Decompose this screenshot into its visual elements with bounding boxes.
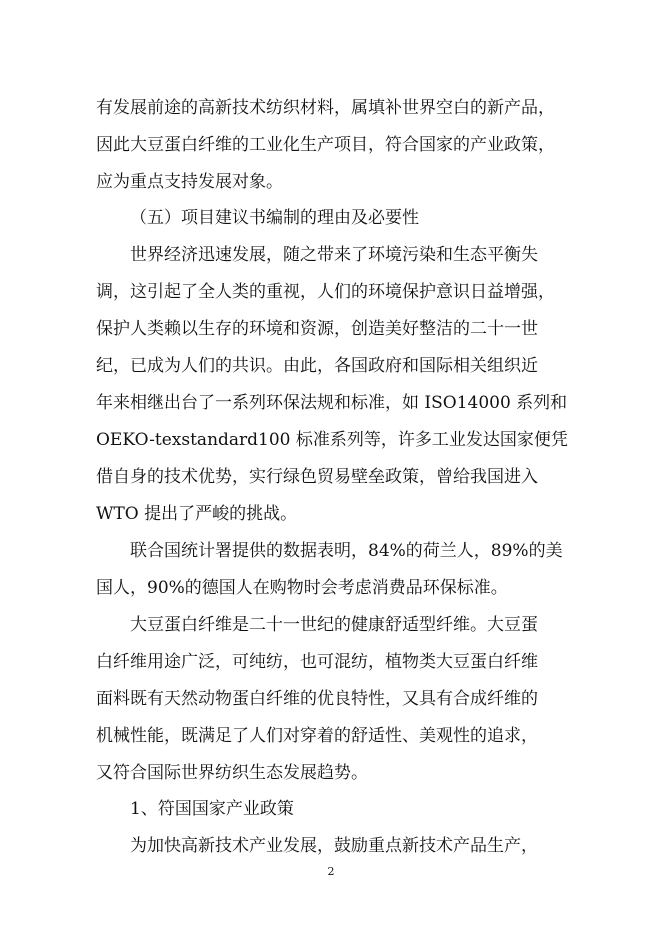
text-line: 机械性能，既满足了人们对穿着的舒适性、美观性的追求， [96,726,538,746]
text-line: 因此大豆蛋白纤维的工业化生产项目，符合国家的产业政策， [96,135,555,155]
text-line: 又符合国际世界纺织生态发展趋势。 [96,763,368,783]
text-line: 大豆蛋白纤维是二十一世纪的健康舒适型纤维。大豆蛋 [130,615,538,635]
text-line: 联合国统计署提供的数据表明，84%的荷兰人，89%的美 [130,541,563,561]
text-line: 有发展前途的高新技术纺织材料，属填补世界空白的新产品， [96,98,555,118]
text-line: 年来相继出台了一系列环保法规和标准，如 ISO14000 系列和 [96,393,568,413]
text-line: 纪，已成为人们的共识。由此，各国政府和国际相关组织近 [96,356,538,376]
text-line: 应为重点支持发展对象。 [96,172,283,192]
section-heading: （五）项目建议书编制的理由及必要性 [130,208,419,228]
text-line: 调，这引起了全人类的重视，人们的环境保护意识日益增强， [96,282,555,302]
text-line: 世界经济迅速发展，随之带来了环境污染和生态平衡失 [130,245,538,265]
text-line: OEKO-texstandard100 标准系列等，许多工业发达国家便凭 [96,430,568,450]
text-line: 国人，90%的德国人在购物时会考虑消费品环保标准。 [96,578,508,598]
text-line: 保护人类赖以生存的环境和资源，创造美好整洁的二十一世 [96,319,538,339]
text-line: 为加快高新技术产业发展，鼓励重点新技术产品生产， [130,836,538,856]
text-line: 白纤维用途广泛，可纯纺，也可混纺，植物类大豆蛋白纤维 [96,652,538,672]
page-number: 2 [327,865,335,878]
text-line: 面料既有天然动物蛋白纤维的优良特性，又具有合成纤维的 [96,689,538,709]
text-line: 借自身的技术优势，实行绿色贸易壁垒政策，曾给我国进入 [96,467,538,487]
subsection-heading: 1、符国国家产业政策 [130,799,294,819]
text-line: WTO 提出了严峻的挑战。 [96,504,298,524]
